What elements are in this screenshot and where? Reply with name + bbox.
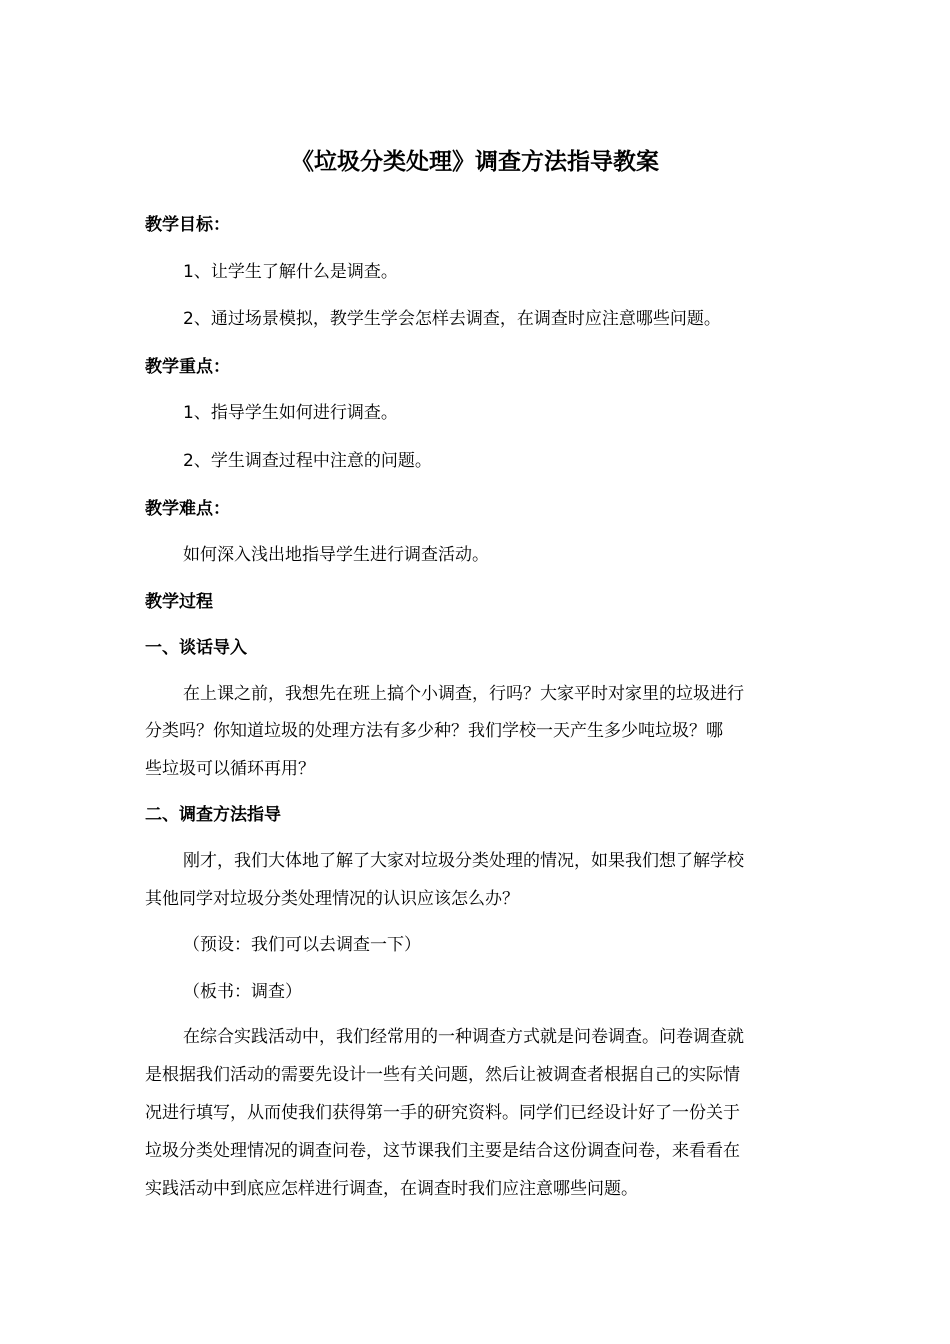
section2-heading: 二、调查方法指导 — [145, 805, 281, 825]
section2-para2-line-4: 垃圾分类处理情况的调查问卷，这节课我们主要是结合这份调查问卷，来看看在 — [145, 1141, 740, 1161]
key-points-heading: 教学重点： — [145, 357, 230, 377]
section2-para2-line-2: 是根据我们活动的需要先设计一些有关问题，然后让被调查者根据自己的实际情 — [145, 1065, 740, 1085]
document-title: 《垃圾分类处理》调查方法指导教案 — [291, 149, 659, 175]
section1-heading: 一、谈话导入 — [145, 638, 247, 658]
goals-heading: 教学目标： — [145, 215, 230, 235]
section2-para2-line-1: 在综合实践活动中，我们经常用的一种调查方式就是问卷调查。问卷调查就 — [183, 1027, 744, 1047]
section2-para2-line-5: 实践活动中到底应怎样进行调查，在调查时我们应注意哪些问题。 — [145, 1179, 638, 1199]
board-note: （板书：调查） — [183, 982, 302, 1002]
key-point-item-2: 2、学生调查过程中注意的问题。 — [183, 451, 432, 471]
section2-para2-line-3: 况进行填写，从而使我们获得第一手的研究资料。同学们已经设计好了一份关于 — [145, 1103, 740, 1123]
difficulty-item-1: 如何深入浅出地指导学生进行调查活动。 — [183, 545, 489, 565]
section1-line-2: 分类吗？你知道垃圾的处理方法有多少种？我们学校一天产生多少吨垃圾？哪 — [145, 721, 723, 741]
goal-item-1: 1、让学生了解什么是调查。 — [183, 262, 398, 282]
process-heading: 教学过程 — [145, 592, 213, 612]
difficulties-heading: 教学难点： — [145, 499, 230, 519]
section2-para1-line-1: 刚才，我们大体地了解了大家对垃圾分类处理的情况，如果我们想了解学校 — [183, 851, 744, 871]
section2-para1-line-2: 其他同学对垃圾分类处理情况的认识应该怎么办？ — [145, 889, 519, 909]
preset-note: （预设：我们可以去调查一下） — [183, 935, 421, 955]
goal-item-2: 2、通过场景模拟，教学生学会怎样去调查，在调查时应注意哪些问题。 — [183, 309, 721, 329]
section1-line-1: 在上课之前，我想先在班上搞个小调查，行吗？大家平时对家里的垃圾进行 — [183, 684, 744, 704]
key-point-item-1: 1、指导学生如何进行调查。 — [183, 403, 398, 423]
section1-line-3: 些垃圾可以循环再用？ — [145, 759, 315, 779]
